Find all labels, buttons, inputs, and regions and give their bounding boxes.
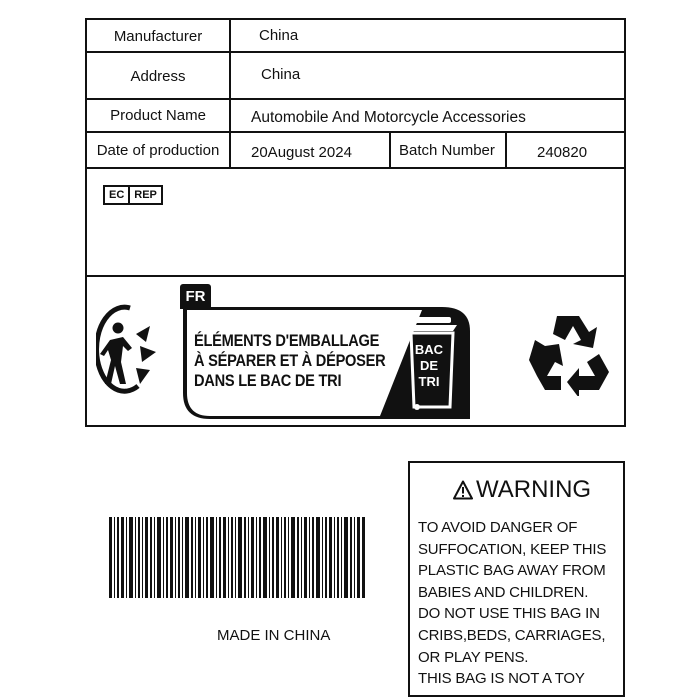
manufacturer-label: Manufacturer [113,28,203,45]
warning-line: CRIBS,BEDS, CARRIAGES, [418,626,606,644]
table-divider [389,131,391,169]
product-name-label: Product Name [110,107,206,124]
warning-triangle-icon [453,480,473,500]
recycling-text [194,331,385,391]
batch-value: 240820 [537,144,588,161]
recycling-line: À SÉPARER ET À DÉPOSER [194,351,386,370]
bin-line: BAC [414,342,444,357]
table-divider [87,51,624,53]
warning-line: DO NOT USE THIS BAG IN [418,605,600,623]
ec-rep-symbol [103,185,163,205]
table-divider [87,167,624,169]
barcode-caption: MADE IN CHINA [217,627,331,644]
manufacturer-value: China [259,27,299,44]
barcode [109,517,365,598]
recycle-arrows-icon [527,312,611,396]
ec-rep-left: EC [109,189,125,201]
table-divider [229,20,231,169]
ec-rep-right: REP [128,187,161,203]
warning-line: THIS BAG IS NOT A TOY [418,670,585,688]
warning-heading [453,478,591,502]
bin-line: DE [419,358,439,373]
table-divider [505,131,507,169]
triman-icon [96,304,158,394]
warning-line: PLASTIC BAG AWAY FROM [418,562,606,580]
product-name-value: Automobile And Motorcycle Accessories [251,109,526,126]
warning-text [418,517,606,690]
batch-label: Batch Number [399,142,495,159]
date-label: Date of production [96,142,220,159]
bin-label [409,342,449,390]
warning-title: WARNING [476,476,592,503]
table-divider [87,98,624,100]
warning-line: OR PLAY PENS. [418,648,529,666]
recycling-line: ÉLÉMENTS D'EMBALLAGE [194,331,380,350]
warning-line: SUFFOCATION, KEEP THIS [418,540,607,558]
table-divider [87,131,624,133]
warning-line: TO AVOID DANGER OF [418,519,578,536]
date-value: 20August 2024 [251,144,352,161]
address-label: Address [130,68,186,85]
recycling-line: DANS LE BAC DE TRI [194,371,342,390]
table-divider [87,275,624,277]
warning-line: BABIES AND CHILDREN. [418,583,589,601]
product-info-table [85,18,626,427]
warning-box [408,461,625,697]
country-tag: FR [180,284,211,309]
bin-line: TRI [418,374,440,389]
address-value: China [261,66,301,83]
